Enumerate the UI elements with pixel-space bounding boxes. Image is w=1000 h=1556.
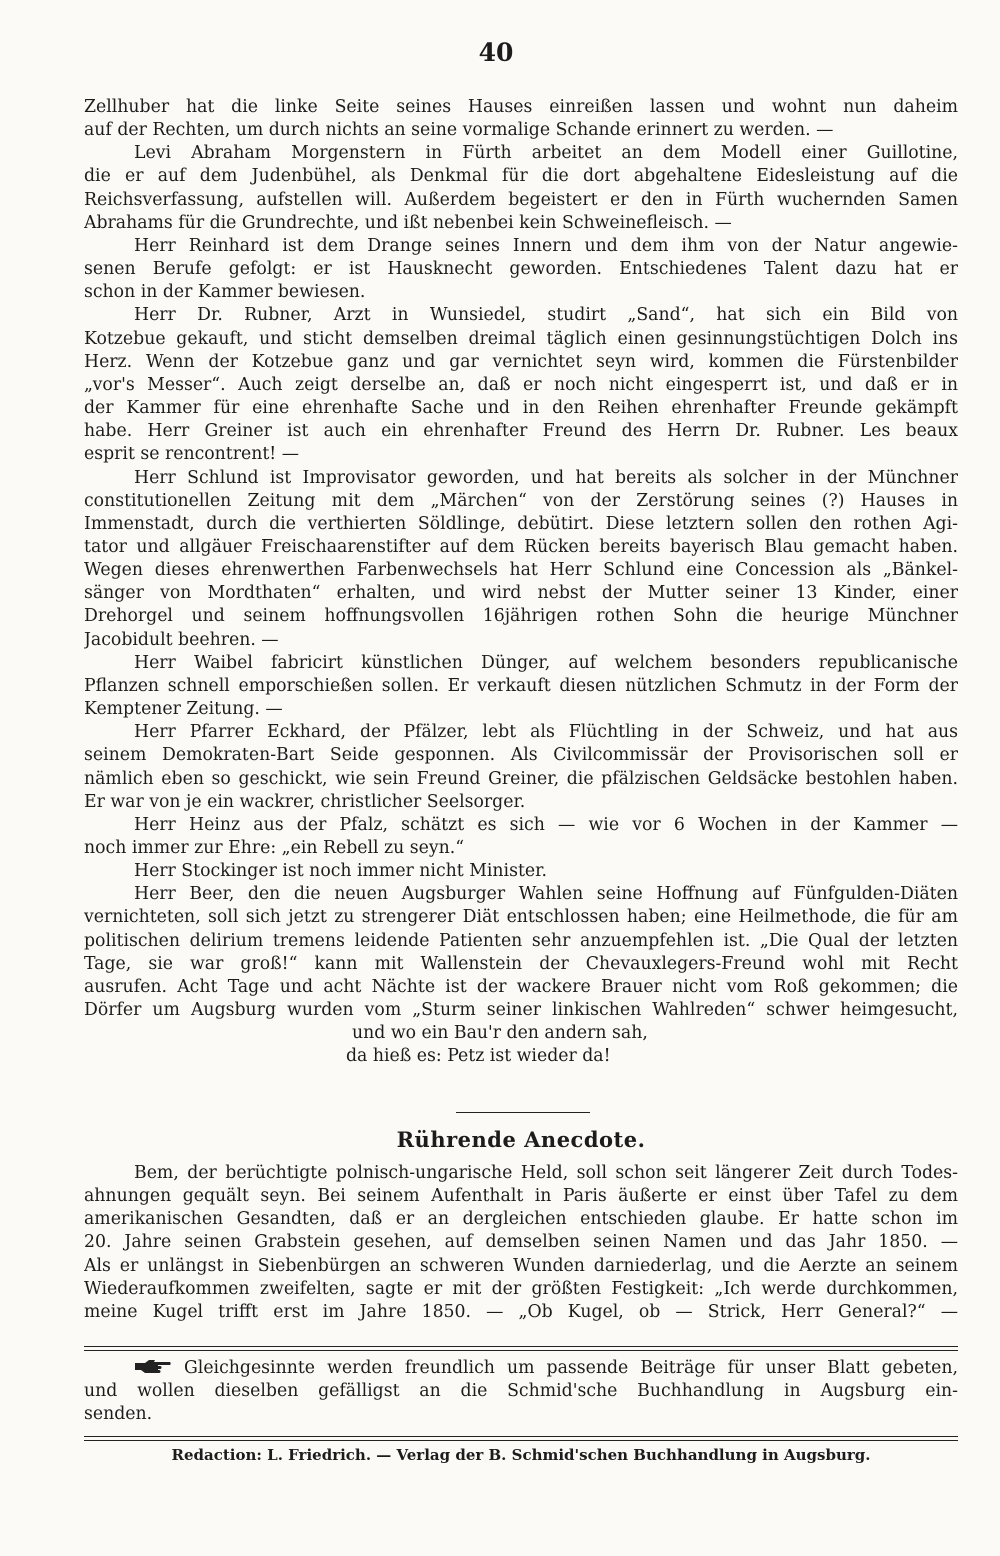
anecdote-line: 20. Jahre seinen Grabstein gesehen, auf demselben seinen Namen und das Jahr 1850. — [84, 1232, 958, 1253]
text-line: sänger von Mordthaten“ erhalten, und wird nebst der Mutter seiner 13 Kinder, einer [84, 583, 958, 604]
text-line: Immenstadt, durch die verthierten Söldlinge, debütirt. Diese letztern sollen den rothen Agi- [84, 513, 958, 534]
text-line: Herr Reinhard ist dem Drange seines Innern und dem ihm von der Natur angewie- [134, 235, 958, 256]
notice-text: Gleichgesinnte werden freundlich um passende Beiträge für unser Blatt gebeten, [184, 1358, 958, 1379]
anecdote-line: Wiederaufkommen zweifelten, sagte er mit der größten Festigkeit: „Ich werde durchkommen, [84, 1278, 958, 1299]
verse-line: und wo ein Bau'r den andern sah, [352, 1023, 648, 1044]
text-line: seinem Demokraten-Bart Seide gesponnen. Als Civilcommissär der Provisorischen soll er [84, 745, 958, 766]
text-line: Jacobidult beehren. — [84, 629, 279, 650]
text-line: Herz. Wenn der Kotzebue ganz und gar vernichtet seyn wird, kommen die Fürstenbilder [84, 351, 958, 372]
text-line: Herr Beer, den die neuen Augsburger Wahlen seine Hoffnung auf Fünfgulden-Diäten [134, 884, 958, 905]
text-line: tator und allgäuer Freischaarenstifter auf dem Rücken bereits bayerisch Blau gemacht haben. [84, 536, 958, 557]
anecdote-line: Als er unlängst in Siebenbürgen an schweren Wunden darniederlag, und die Aerzte an seinem [84, 1255, 958, 1276]
text-line: Herr Waibel fabricirt künstlichen Dünger, auf welchem besonders republicanische [134, 652, 958, 673]
page-number: 40 [478, 38, 514, 67]
text-line: Kotzebue gekauft, und sticht demselben dreimal täglich einen gesinnungstüchtigen Dolch ins [84, 328, 958, 349]
text-line: Pflanzen schnell emporschießen sollen. Er verkauft diesen nützlichen Schmutz in der Form der [84, 675, 958, 696]
text-line: Abrahams für die Grundrechte, und ißt nebenbei kein Schweinefleisch. — [84, 212, 732, 233]
text-line: constitutionellen Zeitung mit dem „Märchen“ von der Zerstörung seines (?) Hauses in [84, 490, 958, 511]
text-line: vernichteten, soll sich jetzt zu strengerer Diät entschlossen haben; eine Heilmethode, die für am [84, 907, 958, 928]
anecdote-line: Bem, der berüchtigte polnisch-ungarische Held, soll schon seit längerer Zeit durch Todes- [134, 1163, 958, 1183]
text-line: nämlich eben so geschickt, wie sein Freund Greiner, die pfälzischen Geldsäcke bestohlen haben. [84, 768, 958, 789]
notice [84, 1357, 958, 1427]
imprint-footer: Redaction: L. Friedrich. — Verlag der B. Schmid'schen Buchhandlung in Augsburg. [171, 1446, 871, 1464]
text-line: Drehorgel und seinem hoffnungsvollen 16jährigen rothen Sohn die heurige Münchner [84, 606, 958, 627]
text-line: Wegen dieses ehrenwerthen Farbenwechsels hat Herr Schlund eine Concession als „Bänkel- [84, 560, 958, 581]
text-line: Herr Schlund ist Improvisator geworden, und hat bereits als solcher in der Münchner [134, 467, 958, 488]
text-line: esprit se rencontrent! — [84, 444, 300, 465]
section-divider [456, 1112, 590, 1113]
anecdote-line: meine Kugel trifft erst im Jahre 1850. — „Ob Kugel, ob — Strick, Herr General?“ — [84, 1301, 958, 1322]
text-line: Herr Heinz aus der Pfalz, schätzt es sich — wie vor 6 Wochen in der Kammer — [134, 814, 958, 835]
anecdote-line: ahnungen gequält seyn. Bei seinem Aufenthalt in Paris äußerte er einst über Tafel zu dem [84, 1186, 958, 1207]
pointing-hand-icon [134, 1357, 176, 1380]
text-line: Herr Stockinger ist noch immer nicht Minister. [134, 861, 547, 882]
text-line: ausrufen. Acht Tage und acht Nächte ist der wackere Brauer nicht vom Roß gekommen; die [84, 976, 958, 997]
footer-rule-bottom [84, 1440, 958, 1441]
anecdote-body [84, 1162, 958, 1324]
text-line: Zellhuber hat die linke Seite seines Hauses einreißen lassen und wohnt nun daheim [84, 97, 958, 117]
anecdote-heading: Rührende Anecdote. [396, 1127, 646, 1152]
divider-bottom [84, 1350, 958, 1351]
text-line: politischen delirium tremens leidende Patienten sehr anzuempfehlen ist. „Die Qual der letzten [84, 930, 958, 951]
text-line: die er auf dem Judenbühel, als Denkmal für die dort abgehaltene Eidesleistung auf die [84, 166, 958, 187]
text-line: Er war von je ein wackrer, christlicher Seelsorger. [84, 791, 526, 812]
article-body [84, 96, 958, 1069]
verse-line: da hieß es: Petz ist wieder da! [346, 1046, 611, 1067]
text-line: noch immer zur Ehre: „ein Rebell zu seyn.“ [84, 838, 465, 858]
notice-line: senden. [84, 1404, 153, 1425]
notice-line: und wollen dieselben gefälligst an die Schmid'sche Buchhandlung in Augsburg ein- [84, 1381, 958, 1402]
text-line: „vor's Messer“. Auch zeigt derselbe an, daß er noch nicht eingesperrt ist, und daß er in [84, 374, 958, 395]
text-line: habe. Herr Greiner ist auch ein ehrenhafter Freund des Herrn Dr. Rubner. Les beaux [84, 421, 958, 442]
text-line: Dörfer um Augsburg wurden vom „Sturm seiner linkischen Wahlreden“ schwer heimgesucht, [84, 1000, 958, 1021]
footer-rule-top [84, 1436, 958, 1437]
text-line: senen Berufe gefolgt: er ist Hausknecht geworden. Entschiedenes Talent dazu hat er [84, 259, 958, 280]
text-line: Herr Pfarrer Eckhard, der Pfälzer, lebt als Flüchtling in der Schweiz, und hat aus [134, 722, 958, 743]
text-line: Reichsverfassung, aufstellen will. Außerdem begeistert er den in Fürth wuchernden Samen [84, 189, 958, 210]
text-line: schon in der Kammer bewiesen. [84, 282, 366, 303]
anecdote-line: amerikanischen Gesandten, daß er an dergleichen entschieden glaube. Er hatte schon im [84, 1209, 958, 1230]
divider-top [84, 1346, 958, 1347]
text-line: auf der Rechten, um durch nichts an seine vormalige Schande erinnert zu werden. — [84, 120, 834, 141]
text-line: Kemptener Zeitung. — [84, 699, 283, 720]
notice-line [84, 1357, 958, 1380]
text-line: Herr Dr. Rubner, Arzt in Wunsiedel, studirt „Sand“, hat sich ein Bild von [134, 305, 958, 326]
text-line: der Kammer für eine ehrenhafte Sache und in den Reihen ehrenhafter Freunde gekämpft [84, 398, 958, 419]
text-line: Levi Abraham Morgenstern in Fürth arbeitet an dem Modell einer Guillotine, [134, 143, 958, 164]
text-line: Tage, sie war groß!“ kann mit Wallenstein der Chevauxlegers-Freund wohl mit Recht [84, 953, 958, 974]
